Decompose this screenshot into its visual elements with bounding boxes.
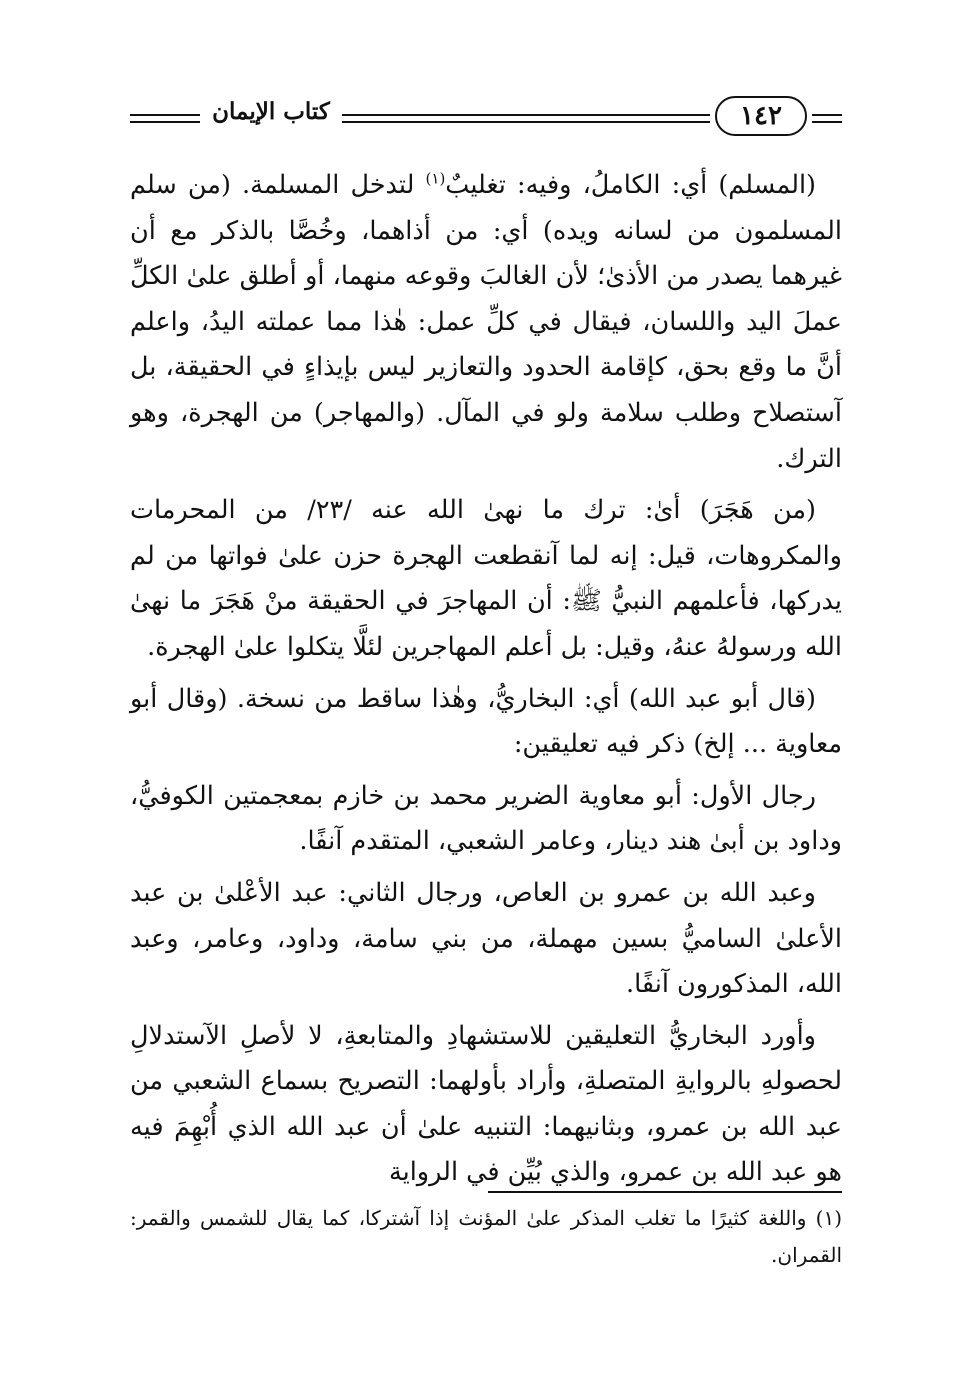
paragraph-text: (المسلم) أي: الكاملُ، وفيه: تغليبٌ xyxy=(445,170,817,200)
footnote-text: (١) واللغة كثيرًا ما تغلب المذكر علىٰ المؤنث إذا آشتركا، كما يقال للشمس والقمر: القمران. xyxy=(130,1206,842,1267)
page-number: ١٤٢ xyxy=(715,96,807,136)
paragraph: وعبد الله بن عمرو بن العاص، ورجال الثاني: عبد الأعْلىٰ بن عبد الأعلىٰ الساميُّ بسين مهملة، من بني سامة، وداود، وعامر، وعبد الله، المذكورون آنفًا. xyxy=(130,877,842,1000)
paragraph: وأورد البخاريُّ التعليقين للاستشهادِ والمتابعةِ، لا لأصلِ الآستدلالِ لحصولهِ بالروايةِ المتصلةِ، وأراد بأولهما: التصريح بسماع الشعبي من عبد الله بن عمرو، وبثانيهما: التنبيه علىٰ أن عبد الله الذي أُبْهِمَ فيه هو عبد الله بن عمرو، والذي بُيِّن في الرواية xyxy=(130,1020,842,1188)
page-header xyxy=(130,92,842,142)
footnote xyxy=(130,1200,842,1274)
header-rule-left xyxy=(130,114,200,123)
paragraph: (قال أبو عبد الله) أي: البخاريُّ، وهٰذا ساقط من نسخة. (وقال أبو معاوية ... إلخ) ذكر فيه تعليقين: xyxy=(130,683,842,760)
paragraph-text: لتدخل المسلمة. (من سلم المسلمون من لسانه ويده) أي: من أذاهما، وخُصَّا بالذكر مع أن غيرهما يصدر من الأذىٰ؛ لأن الغالبَ وقوعه منهما، أو أطلق علىٰ الكلِّ عملَ اليد واللسان، فيقال في كلِّ عمل: هٰذا مما عملته اليدُ، واعلم أنَّ ما وقع بحق، كإقامة الحدود والتعازير ليس بإيذاءٍ في الحقيقة، بل آستصلاح وطلب سلامة ولو في المآل. (والمهاجر) من الهجرة، وهو الترك. xyxy=(130,170,842,474)
footnote-divider xyxy=(488,1191,842,1193)
paragraph: (من هَجَرَ) أىٰ: ترك ما نهىٰ الله عنه /٢٣/ من المحرمات والمكروهات، قيل: إنه لما آنقطعت الهجرة حزن علىٰ فواتها من لم يدركها، فأعلمهم النبيُّ ﷺ: أن المهاجرَ في الحقيقة منْ هَجَرَ ما نهىٰ الله ورسولهُ عنهُ، وقيل: بل أعلم المهاجرين لئلَّا يتكلوا علىٰ الهجرة. xyxy=(130,495,842,662)
header-rule-right xyxy=(812,114,842,123)
main-text xyxy=(130,163,842,1202)
header-rule-middle xyxy=(342,114,710,123)
running-title: كتاب الإيمان xyxy=(212,98,330,125)
paragraph: رجال الأول: أبو معاوية الضرير محمد بن خازم بمعجمتين الكوفيُّ، وداود بن أبىٰ هند دينار، وعامر الشعبي، المتقدم آنفًا. xyxy=(130,780,842,857)
footnote-reference: (١) xyxy=(425,169,446,188)
paragraph xyxy=(130,163,842,482)
